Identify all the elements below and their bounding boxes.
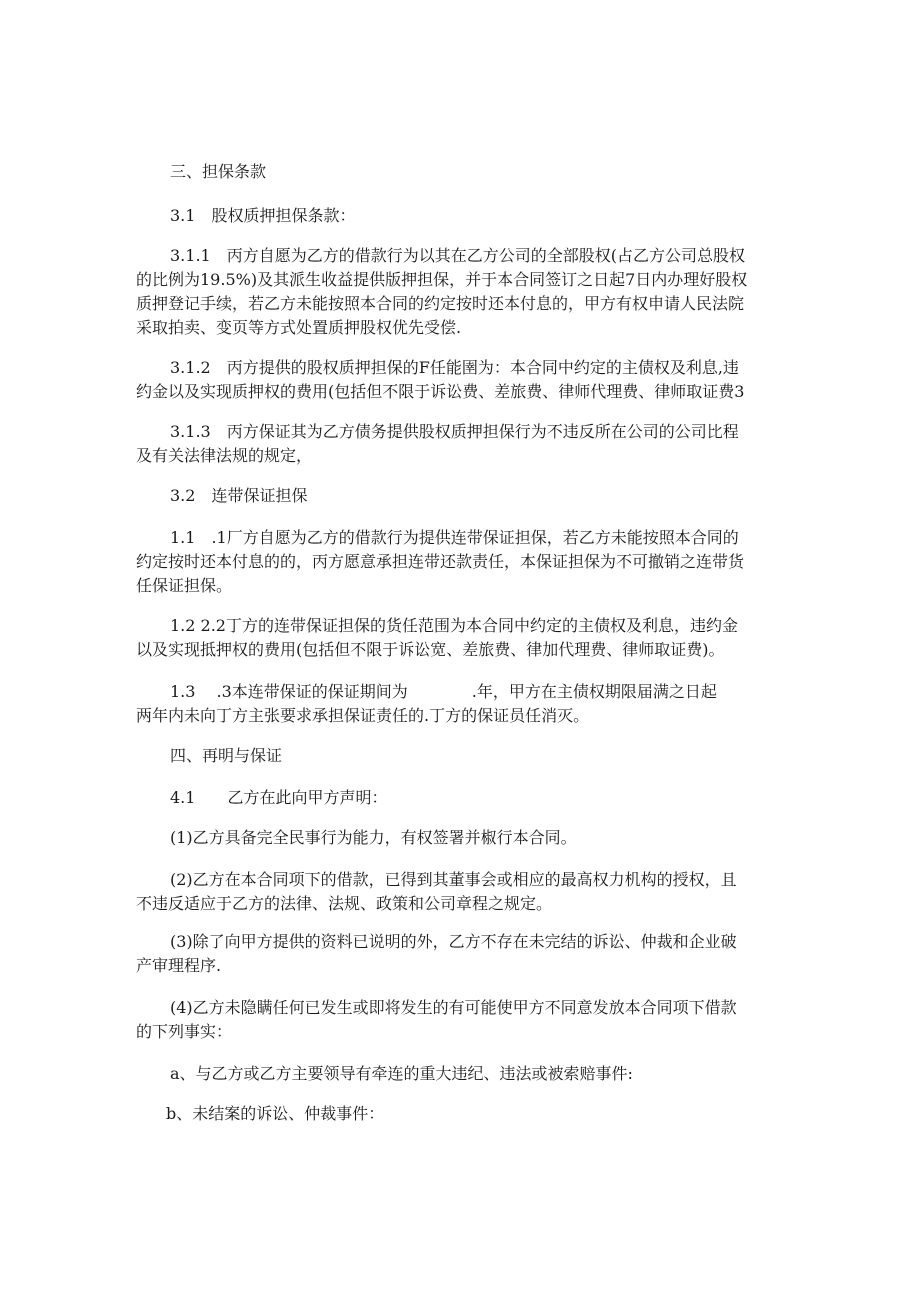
declaration-item-1: (1)乙方具备完全民事行为能力，有权签署并椒行本合同。 [170, 828, 577, 847]
declaration-item-4-line: 的下列事实： [136, 1022, 233, 1041]
clause-3-1-1-line: 质押登记手续，若乙方未能按照本合同的约定按时还本付息的，甲方有权申请人民法院 [136, 294, 745, 313]
declaration-item-3-line: 产审理程序. [136, 956, 222, 975]
fact-item-a: a、与乙方或乙方主要领导有牵连的重大违纪、违法或被索赔事件: [170, 1064, 633, 1083]
declaration-item-3-line: (3)除了向甲方提供的资料已说明的外，乙方不存在未完结的诉讼、仲裁和企业破 [170, 932, 737, 951]
clause-3-1-heading: 3.1 股权质押担保条款： [170, 206, 356, 225]
declaration-item-2-line: (2)乙方在本合同项下的借款，已得到其董事会或相应的最高权力机构的授权，且 [170, 870, 737, 889]
fact-item-b: b、未结案的诉讼、仲裁事件： [166, 1104, 385, 1123]
declaration-item-2-line: 不违反适应于乙方的法律、法规、政策和公司章程之规定。 [136, 894, 553, 913]
clause-3-1-3-line: 及有关法律法规的规定， [136, 446, 313, 465]
clause-3-1-3-line: 3.1.3 丙方保证其为乙方债务提供股权质押担保行为不违反所在公司的公司比程 [170, 422, 739, 441]
clause-3-1-2-line: 约金以及实现质押权的费用(包括但不限于诉讼费、差旅费、律师代理费、律师取证费3 [136, 382, 745, 401]
clause-1-2-line: 以及实现抵押权的费用(包括但不限于诉讼宽、差旅费、律加代理费、律师取证费)。 [136, 640, 725, 659]
clause-1-1-line: 1.1 .1厂方自愿为乙方的借款行为提供连带保证担保，若乙方未能按照本合同的 [170, 528, 739, 547]
clause-3-1-1-line: 的比例为19.5%)及其派生收益提供版押担保，并于本合同签订之日起7日内办理好股权 [136, 270, 748, 289]
clause-3-2-heading: 3.2 连带保证担保 [170, 486, 308, 505]
declaration-item-4-line: (4)乙方未隐瞒任何已发生或即将发生的有可能使甲方不同意发放本合同项下借款 [170, 998, 737, 1017]
clause-4-1-heading: 4.1 乙方在此向甲方声明： [170, 788, 388, 807]
clause-1-1-line: 任保证担保。 [136, 576, 233, 595]
section-4-heading: 四、再明与保证 [170, 746, 283, 765]
section-3-heading: 三、担保条款 [170, 162, 267, 181]
clause-3-1-1-line: 3.1.1 丙方自愿为乙方的借款行为以其在乙方公司的全部股权(占乙方公司总股权 [170, 246, 745, 265]
clause-1-2-line: 1.2 2.2丁方的连带保证担保的货任范围为本合同中约定的主债权及利息，违约金 [170, 616, 738, 635]
clause-1-3-line: 1.3 .3本连带保证的保证期间为 .年，甲方在主债权期限届满之日起 [170, 682, 717, 701]
clause-1-3-line: 两年内未向丁方主张要求承担保证责任的.丁方的保证员任消灭。 [136, 706, 590, 725]
clause-1-1-line: 约定按时还本付息的的，丙方愿意承担连带还款责任，本保证担保为不可撤销之连带货 [136, 552, 745, 571]
clause-3-1-1-line: 采取拍卖、变页等方式处置质押股权优先受偿. [136, 318, 462, 337]
clause-3-1-2-line: 3.1.2 丙方提供的股权质押担保的F任能圉为：本合同中约定的主债权及利息,违 [170, 358, 739, 377]
